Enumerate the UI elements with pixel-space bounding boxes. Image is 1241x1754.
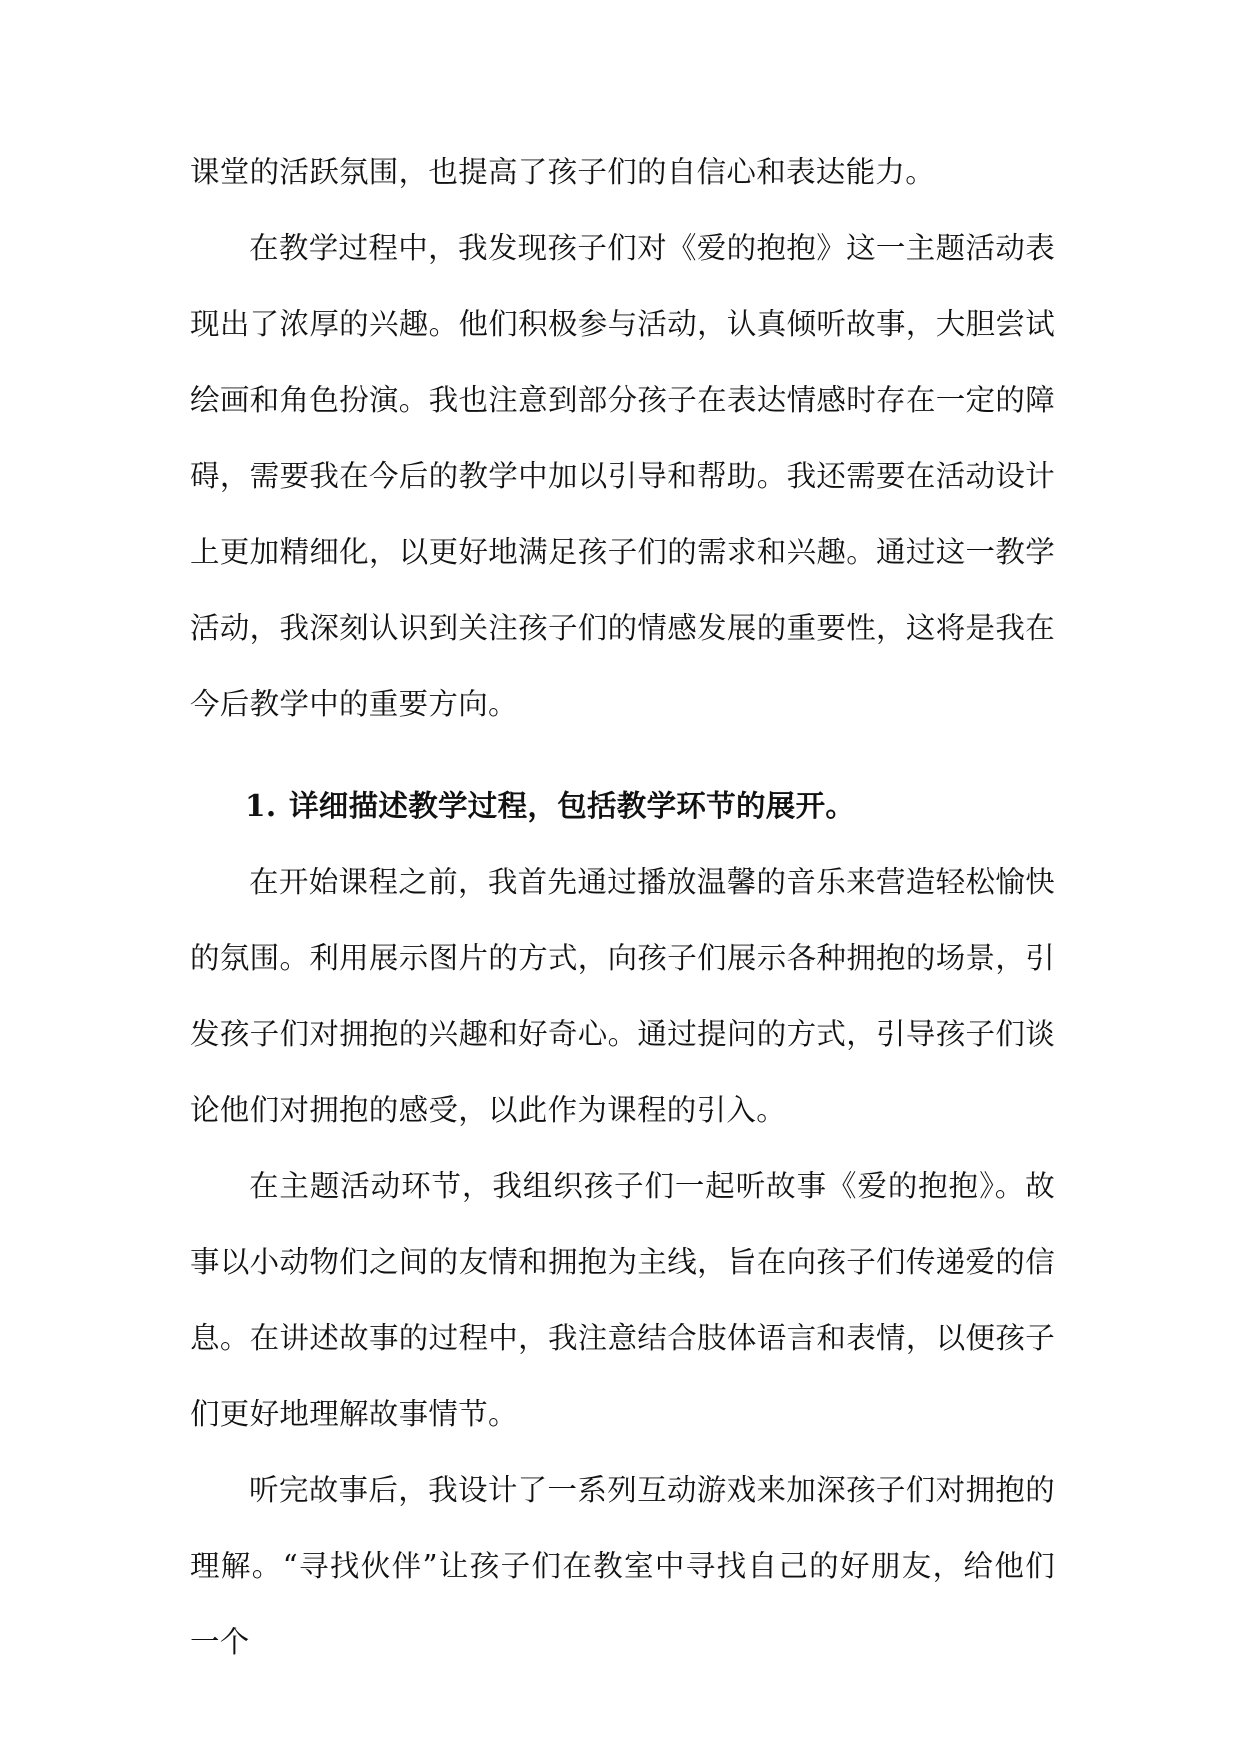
- block-top: [190, 134, 1055, 210]
- paragraph-introduction: 在开始课程之前，我首先通过播放温馨的音乐来营造轻松愉快的氛围。利用展示图片的方式，向孩子们展示各种拥抱的场景，引发孩子们对拥抱的兴趣和好奇心。通过提问的方式，引导孩子们谈论他们对拥抱的感受，以此作为课程的引入。: [190, 865, 1055, 1127]
- block-reflection: [190, 210, 1055, 742]
- continuation-paragraph: 课堂的活跃氛围，也提高了孩子们的自信心和表达能力。: [190, 155, 936, 189]
- section-heading-text: 详细描述教学过程，包括教学环节的展开。: [289, 788, 856, 823]
- block-body: [190, 844, 1055, 1680]
- block-section: [190, 768, 1055, 844]
- paragraph-story: 在主题活动环节，我组织孩子们一起听故事《爱的抱抱》。故事以小动物们之间的友情和拥抱为主线，旨在向孩子们传递爱的信息。在讲述故事的过程中，我注意结合肢体语言和表情，以便孩子们更好地理解故事情节。: [190, 1169, 1055, 1431]
- reflection-paragraph: 在教学过程中，我发现孩子们对《爱的抱抱》这一主题活动表现出了浓厚的兴趣。他们积极参与活动，认真倾听故事，大胆尝试绘画和角色扮演。我也注意到部分孩子在表达情感时存在一定的障碍，需要我在今后的教学中加以引导和帮助。我还需要在活动设计上更加精细化，以更好地满足孩子们的需求和兴趣。通过这一教学活动，我深刻认识到关注孩子们的情感发展的重要性，这将是我在今后教学中的重要方向。: [190, 231, 1055, 721]
- paragraph-games: 听完故事后，我设计了一系列互动游戏来加深孩子们对拥抱的理解。“寻找伙伴”让孩子们在教室中寻找自己的好朋友，给他们一个: [190, 1473, 1055, 1659]
- section-heading-number: 1.: [245, 788, 277, 823]
- section-heading: [190, 768, 1055, 844]
